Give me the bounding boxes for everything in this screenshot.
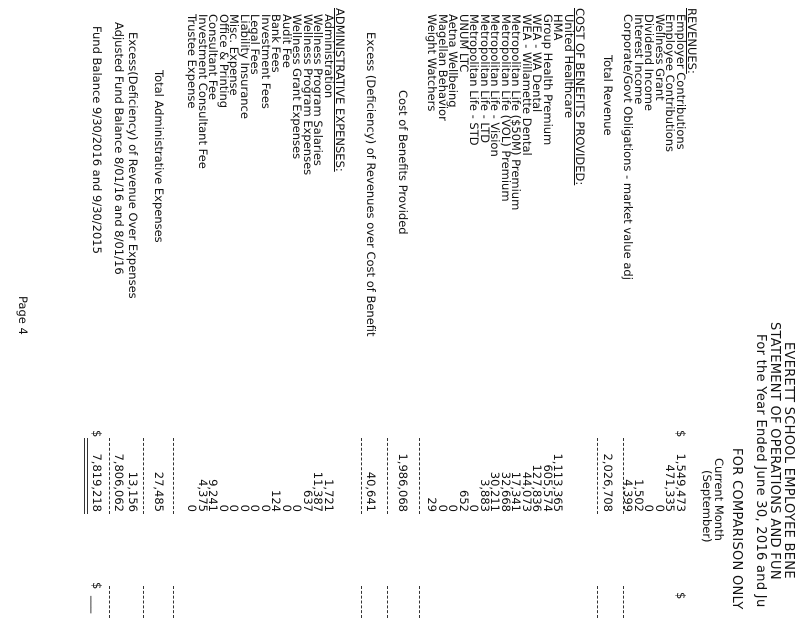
line-item-value: 32,668 [499,471,513,512]
revenues-subtotal-rule [623,438,624,514]
line-item-value: 637 [301,490,315,512]
line-item-label: Interest Income [632,14,646,105]
line-item-value: 0 [227,504,242,512]
line-item-label: Metropolitan Life - STD [467,14,482,146]
line-item-value: 1,549,473 [674,453,688,512]
line-item-value: 0 [217,504,231,512]
line-item-label: Consultant Fee [206,14,221,100]
line-item-value: 605,574 [541,464,555,512]
comparison-rule-4 [387,586,388,618]
column-header-current-month: Current Month [712,458,726,541]
line-item-label: Administration [322,14,336,99]
excess1-top-rule [387,438,388,514]
report-title-line1: EVERETT SCHOOL EMPLOYEE BENE [781,342,796,579]
line-item-value: 17,341 [509,471,524,512]
excess-revenue-over-expenses-value: 13,156 [126,471,140,512]
line-item-label: Bank Fees [269,14,284,73]
line-item-label: Liability Insurance [238,14,252,119]
report-title-line2: STATEMENT OF OPERATIONS AND FUN [767,322,782,580]
report-title-line3: For the Year Ended June 30, 2016 and Ju [753,334,768,608]
line-item-value: 44,073 [520,471,534,512]
line-item-label: WEA - Willamette Dental [520,14,534,156]
comparison-value-fragment: ___ [90,596,104,614]
benefits-subtotal-rule [419,438,420,514]
line-item-value: 0 [259,504,273,512]
line-item-value: 0 [467,504,482,512]
line-item-label: HMA [551,14,566,41]
line-item-value: 124 [269,490,284,512]
line-item-value: 0 [185,504,200,512]
line-item-label: UNUM LTC [457,14,471,73]
line-item-value: 0 [248,504,263,512]
line-item-label: Audit Fee [280,14,294,68]
line-item-value: 29 [425,497,440,512]
line-item-label: Metropolitan Life - Vision [488,14,503,157]
comparison-dollar-sign-bottom: $ [90,582,104,590]
line-item-label: Employee Contributions [663,14,678,153]
excess-revenue-over-expenses-label: Excess(Deficiency) of Revenue Over Expenses [126,32,140,299]
fund-balance-double-rule-1 [87,438,88,514]
line-item-label: Magellan Behavior [436,14,450,121]
line-item-value: 3,883 [478,479,492,512]
admin-section-title: ADMINISTRATIVE EXPENSES: [333,8,347,172]
line-item-label: Investment Consultant Fee [196,14,210,169]
excess1-bottom-rule [361,438,362,514]
line-item-value: 0 [290,504,305,512]
line-item-label: Metropolitan Life (VOL) Premium [499,14,513,202]
line-item-value: 11,387 [311,471,326,512]
revenues-section-title: REVENUES: [685,8,699,74]
line-item-label: Group Health Premium [541,14,555,146]
page-number: Page 4 [16,296,30,335]
line-item-label: Corporate/Govt Obligations - market value adj [621,14,636,280]
comparison-rule-2 [597,586,598,618]
cost-of-benefits-value: 1,986,068 [396,453,410,512]
line-item-label: Wellness Program Salaries [311,14,326,166]
line-item-value: 0 [653,504,667,512]
line-item-label: Investment Fees [259,14,273,109]
total-admin-expenses-value: 27,485 [152,471,166,512]
comparison-rule-3 [419,586,420,618]
line-item-label: Dividend Income [642,14,657,111]
excess-revenue-over-benefits-value: 40,641 [364,471,378,512]
total-revenue-label: Total Revenue [601,55,615,136]
benefits-section-title: COST OF BENEFITS PROVIDED: [573,8,587,186]
line-item-label: Wellness Grant Expenses [290,14,305,160]
comparison-rule-1 [623,586,624,618]
line-item-label: Aetna Wellbeing [446,14,461,108]
line-item-label: United Healthcare [562,14,576,119]
total-revenue-value: 2,026,708 [601,453,615,512]
comparison-rule-8 [109,586,110,618]
line-item-value: 1,502 [632,479,646,512]
adjusted-fund-balance-value: 7,806,062 [112,453,126,512]
comparison-rule-7 [143,586,144,618]
line-item-value: 1,113,365 [551,453,566,512]
comparison-dollar-sign-top: $ [674,592,688,600]
line-item-label: Metropolitan Life - LTD [478,14,492,144]
revenues-total-rule [597,438,598,514]
line-item-label: Employer Contributions [674,14,688,150]
line-item-value: 0 [238,504,252,512]
line-item-value: 9,241 [206,479,221,512]
line-item-label: Wellness Grant [653,14,667,101]
fund-balance-dollar-sign: $ [90,430,104,438]
line-item-value: 30,211 [488,471,503,512]
line-item-value: 0 [436,504,450,512]
column-header-september: (September) [700,470,714,543]
adjusted-fund-balance-label: Adjusted Fund Balance 8/01/16 and 8/01/16 [112,22,126,275]
line-item-value: 1,721 [322,479,336,512]
summary-mid-rule [109,438,110,514]
line-item-label: Office & Printing [217,14,231,109]
line-item-value: 652 [457,490,471,512]
report-title-line4: FOR COMPARISON ONLY [729,448,744,610]
summary-top-rule [143,438,144,514]
line-item-value: 471,335 [663,464,678,512]
excess-revenue-over-benefits-label: Excess (Deficiency) of Revenues over Cost of Benefit [364,32,378,337]
line-item-value: 127,836 [530,464,545,512]
line-item-label: Metropolitan Life ($50M) Premium [509,14,524,211]
line-item-label: Legal Fees [248,14,263,75]
line-item-value: 0 [642,504,657,512]
dollar-sign: $ [674,430,688,438]
fund-balance-value: 7,819,218 [90,453,104,512]
line-item-value: 0 [446,504,461,512]
line-item-value: 0 [280,504,294,512]
line-item-value: 4,375 [196,479,210,512]
line-item-label: Wellness Program Expenses [301,14,315,176]
total-admin-expenses-label: Total Administrative Expenses [152,70,166,243]
fund-balance-double-rule-2 [84,438,85,514]
line-item-label: WEA - WA Dental [530,14,545,113]
line-item-value: 4,399 [621,479,636,512]
cost-of-benefits-label: Cost of Benefits Provided [396,90,410,235]
line-item-label: Misc. Expense [227,14,242,96]
fund-balance-label: Fund Balance 9/30/2016 and 9/30/2015 [90,26,104,254]
comparison-rule-5 [361,586,362,618]
line-item-label: Weight Watchers [425,14,440,112]
admin-subtotal-rule [173,438,174,514]
comparison-rule-6 [173,586,174,618]
line-item-label: Trustee Expense [185,14,200,109]
